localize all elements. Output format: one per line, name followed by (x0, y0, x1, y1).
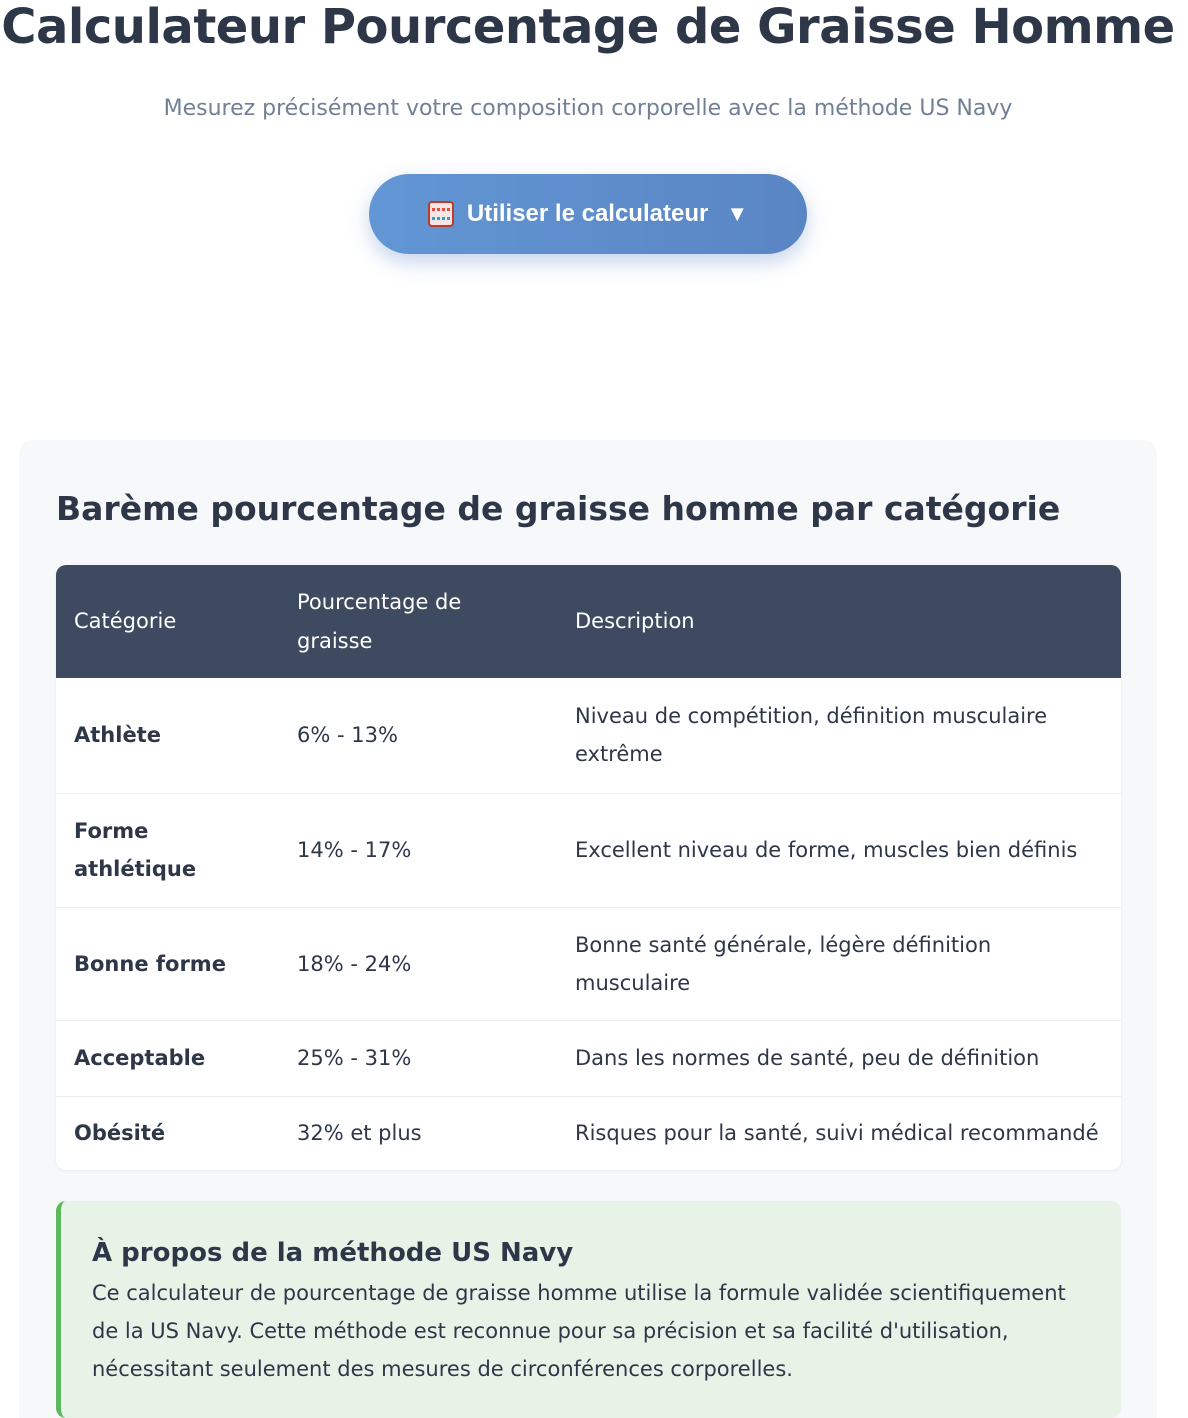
table-row (56, 678, 1121, 793)
page-subtitle: Mesurez précisément votre composition corporelle avec la méthode US Navy (163, 96, 1013, 121)
table-header-row (56, 565, 1121, 678)
abacus-icon (428, 201, 454, 227)
description-cell: Niveau de compétition, définition musculaire extrême (557, 678, 1121, 793)
page-title: Calculateur Pourcentage de Graisse Homme (1, 0, 1175, 55)
chart-section-title: Barème pourcentage de graisse homme par catégorie (56, 489, 1061, 528)
category-cell: Obésité (74, 1121, 166, 1146)
table-row (56, 793, 1121, 907)
column-header-percentage: Pourcentage de graisse (297, 589, 462, 653)
column-header-category: Catégorie (74, 609, 177, 633)
category-cell: Forme athlétique (56, 793, 279, 907)
use-calculator-button[interactable] (369, 174, 807, 254)
use-calculator-label: Utiliser le calculateur (466, 200, 709, 227)
range-cell: 32% et plus (297, 1121, 422, 1146)
table-row (56, 1020, 1121, 1096)
table-row (56, 907, 1121, 1020)
us-navy-info-box (56, 1201, 1121, 1418)
table-row (56, 1096, 1121, 1170)
category-cell: Bonne forme (56, 907, 279, 1020)
description-cell: Bonne santé générale, légère définition musculaire (557, 907, 1121, 1020)
description-cell: Risques pour la santé, suivi médical recommandé (575, 1121, 1099, 1146)
description-cell: Dans les normes de santé, peu de définition (557, 1020, 1121, 1096)
column-header-description: Description (575, 609, 695, 633)
range-cell: 25% - 31% (279, 1020, 557, 1096)
body-fat-table (56, 565, 1121, 1170)
chevron-down-icon: ▼ (726, 201, 749, 226)
info-text: Ce calculateur de pourcentage de graisse homme utilise la formule validée scientifiquement de la US Navy. Cette méthode est reconnue pour sa précision et sa facilité d'utilisation, nécessitant seulement des mesures de circonférences corporelles. (92, 1281, 1066, 1381)
range-cell: 18% - 24% (279, 907, 557, 1020)
description-cell: Excellent niveau de forme, muscles bien définis (557, 793, 1121, 907)
range-cell: 14% - 17% (279, 793, 557, 907)
range-cell: 6% - 13% (279, 678, 557, 793)
info-title: À propos de la méthode US Navy (92, 1238, 574, 1268)
category-cell: Acceptable (56, 1020, 279, 1096)
category-cell: Athlète (56, 678, 279, 793)
